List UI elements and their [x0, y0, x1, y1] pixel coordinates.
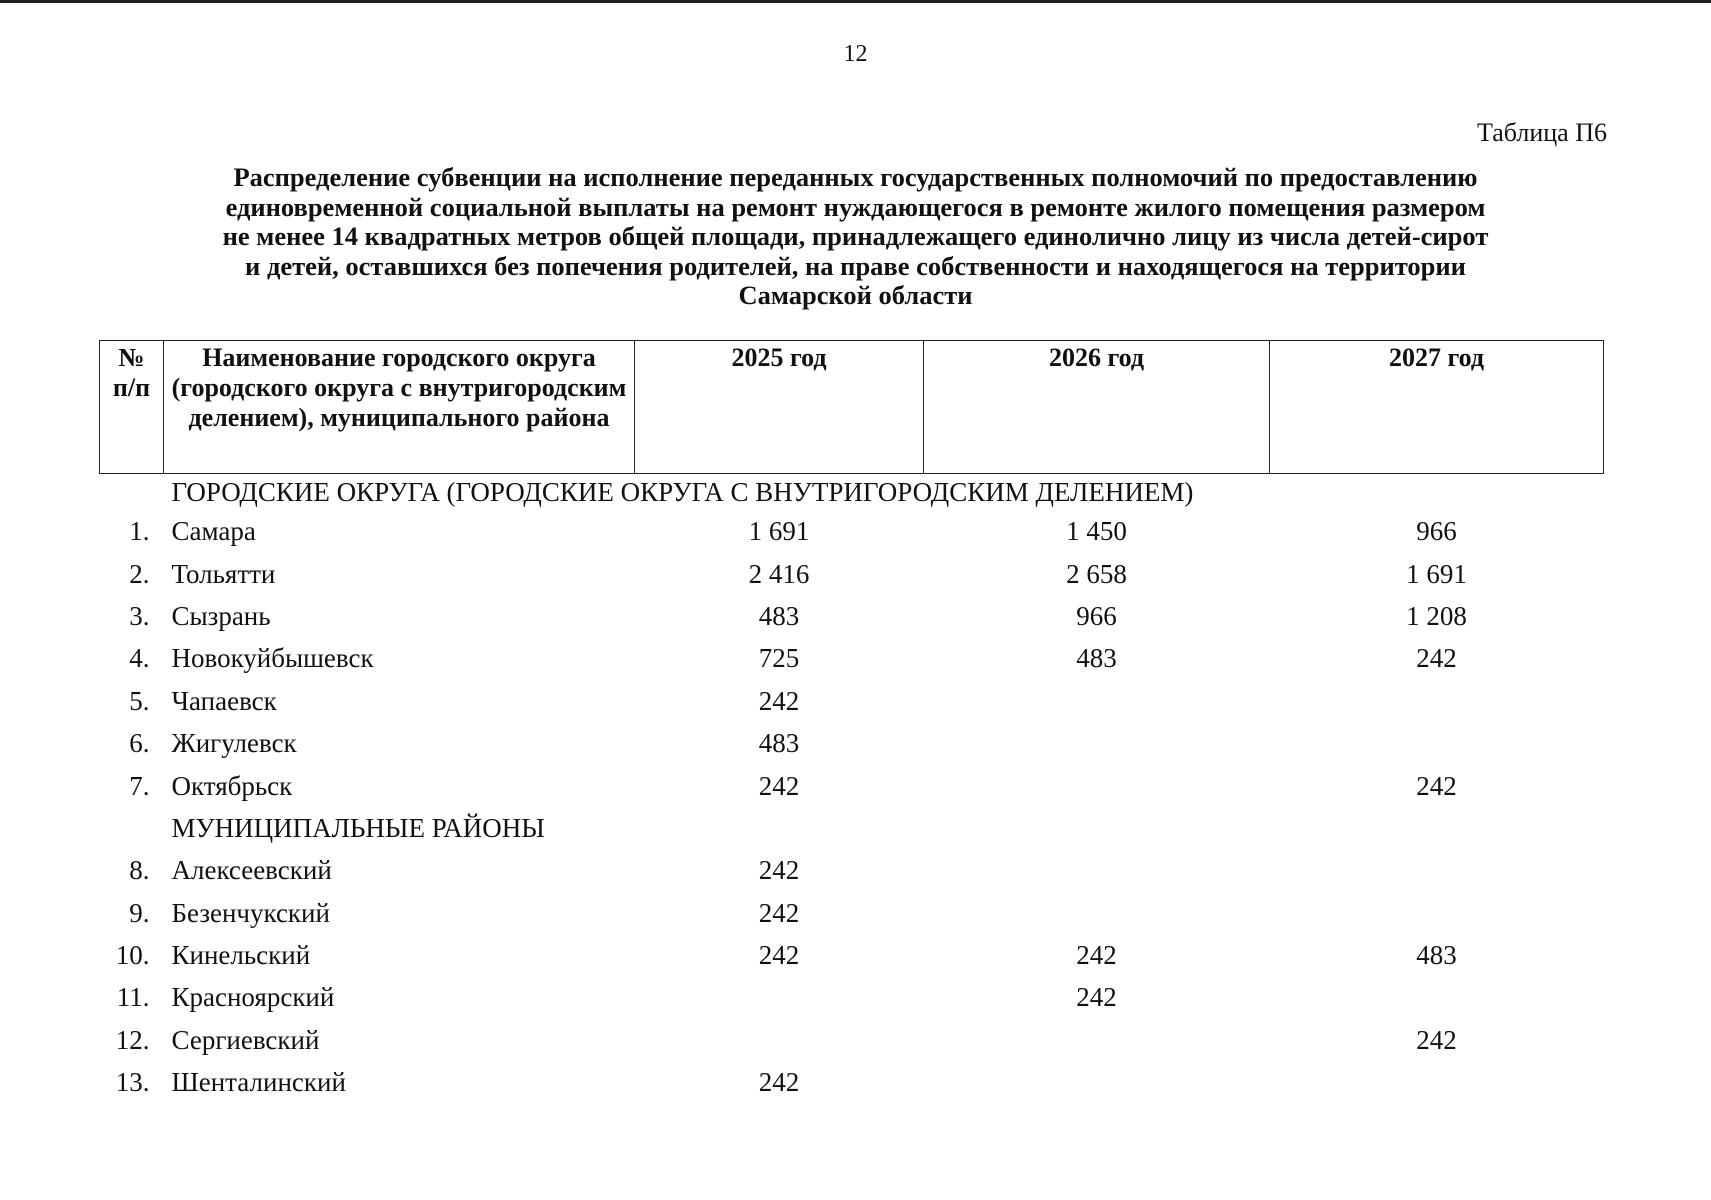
value-2025: 242 [758, 855, 800, 886]
value-2027: 966 [1416, 516, 1457, 547]
value-2025: 725 [758, 643, 800, 674]
row-number: 2. [129, 558, 150, 589]
row-name: Самара [171, 516, 256, 547]
section-row-urban [100, 474, 1604, 511]
value-2025: 242 [758, 897, 800, 928]
value-2025: 483 [758, 600, 800, 631]
value-2025: 242 [758, 1067, 800, 1098]
header-year-2026: 2026 год [924, 341, 1270, 474]
table-row [100, 1019, 1604, 1061]
row-number: 6. [129, 728, 150, 759]
row-name: Тольятти [171, 558, 276, 589]
value-2026 [924, 680, 1270, 722]
value-2026 [924, 849, 1270, 891]
header-year-2027: 2027 год [1270, 341, 1604, 474]
value-2027 [1270, 849, 1604, 891]
value-2026: 2 658 [1066, 558, 1127, 589]
page-number: 12 [843, 41, 868, 67]
value-2026: 242 [1076, 982, 1117, 1013]
table-row [100, 680, 1604, 722]
row-name: Жигулевск [171, 728, 297, 759]
header-number: № п/п [100, 341, 164, 474]
title-line: не менее 14 квадратных метров общей площади, принадлежащего единолично лицу из числа детей-сирот [222, 221, 1489, 251]
table-row [100, 976, 1604, 1018]
row-name: Шенталинский [171, 1067, 346, 1098]
value-2025 [635, 1019, 924, 1061]
value-2026: 483 [1076, 643, 1117, 674]
value-2026 [924, 722, 1270, 764]
table-row [100, 1061, 1604, 1103]
row-name: Сызрань [171, 600, 271, 631]
table-row [100, 892, 1604, 934]
row-number: 11. [116, 982, 150, 1013]
value-2026: 1 450 [1066, 516, 1127, 547]
title-line: Распределение субвенции на исполнение переданных государственных полномочий по предоставлению [233, 162, 1478, 192]
value-2027 [1270, 976, 1604, 1018]
table-row [100, 595, 1604, 637]
value-2026: 242 [1076, 940, 1117, 971]
row-number: 1. [129, 516, 150, 547]
row-name: Сергиевский [171, 1024, 320, 1055]
row-name: Красноярский [171, 982, 335, 1013]
value-2025: 242 [758, 770, 800, 801]
row-number: 13. [115, 1067, 150, 1098]
row-name: Кинельский [171, 940, 311, 971]
value-2027: 483 [1416, 940, 1457, 971]
value-2026: 966 [1076, 600, 1117, 631]
value-2025: 242 [758, 685, 800, 716]
table-row [100, 510, 1604, 552]
table-row [100, 849, 1604, 891]
title-line: единовременной социальной выплаты на ремонт нуждающегося в ремонте жилого помещения размером [225, 191, 1486, 222]
header-name: Наименование городского округа (городского округа с внутригородским делением), муниципального района [164, 341, 635, 474]
value-2027 [1270, 892, 1604, 934]
table-row [100, 764, 1604, 806]
title-line: Самарской области [738, 280, 973, 310]
row-number: 12. [115, 1024, 150, 1055]
title-line: и детей, оставшихся без попечения родителей, на праве собственности и находящегося на территории [245, 250, 1466, 281]
value-2027 [1270, 680, 1604, 722]
row-number: 10. [115, 940, 150, 971]
subvention-table [99, 340, 1604, 1103]
row-name: Новокуйбышевск [171, 643, 374, 674]
value-2025: 242 [758, 940, 800, 971]
table-header-row [100, 341, 1604, 474]
table-row [100, 722, 1604, 764]
value-2027 [1270, 722, 1604, 764]
row-number: 7. [129, 770, 150, 801]
row-number: 9. [129, 897, 150, 928]
row-number: 5. [129, 685, 150, 716]
row-number: 3. [129, 600, 150, 631]
table-row [100, 637, 1604, 679]
section-row-districts [100, 807, 1604, 849]
row-name: Октябрьск [171, 770, 293, 801]
section-label: ГОРОДСКИЕ ОКРУГА (ГОРОДСКИЕ ОКРУГА С ВНУТРИГОРОДСКИМ ДЕЛЕНИЕМ) [171, 477, 1194, 507]
table-row [100, 934, 1604, 976]
value-2027: 1 691 [1406, 558, 1467, 589]
value-2025: 2 416 [748, 558, 810, 589]
header-year-2025: 2025 год [635, 341, 924, 474]
value-2026 [924, 1019, 1270, 1061]
value-2025 [635, 976, 924, 1018]
value-2026 [924, 1061, 1270, 1103]
value-2026 [924, 764, 1270, 806]
section-label: МУНИЦИПАЛЬНЫЕ РАЙОНЫ [171, 812, 545, 843]
table-row [100, 552, 1604, 594]
row-name: Чапаевск [171, 685, 277, 716]
value-2025: 1 691 [748, 516, 810, 547]
row-name: Безенчукский [171, 897, 330, 928]
document-title [150, 163, 1561, 311]
value-2026 [924, 892, 1270, 934]
row-name: Алексеевский [171, 855, 332, 886]
row-number: 4. [129, 643, 150, 674]
page-top-rule [0, 0, 1711, 3]
value-2027: 1 208 [1406, 600, 1467, 631]
value-2025: 483 [758, 728, 800, 759]
value-2027: 242 [1416, 643, 1457, 674]
value-2027: 242 [1416, 1024, 1457, 1055]
value-2027 [1270, 1061, 1604, 1103]
row-number: 8. [129, 855, 150, 886]
table-reference: Таблица П6 [1477, 118, 1607, 147]
value-2027: 242 [1416, 770, 1457, 801]
